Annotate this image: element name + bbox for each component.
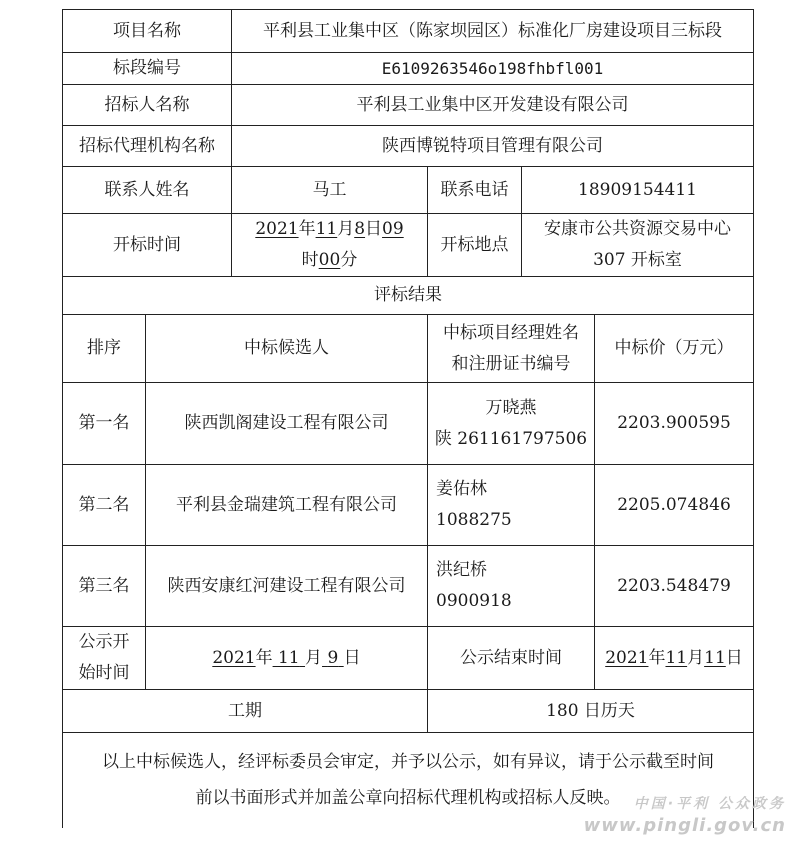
phone-label: 联系电话 [428,167,522,214]
contact-value: 马工 [232,167,428,214]
manager-name: 姜佑林 [436,479,487,499]
watermark-site-name: 中国·平利 公众政务 [633,796,786,812]
open-place-line2: 307 开标室 [593,250,682,270]
pub-end-day: 11 [704,647,726,668]
unit-year: 年 [298,219,316,239]
publicity-start-label-line1: 公示开 [78,632,130,652]
results-section-title: 评标结果 [63,277,754,315]
result-rank: 第一名 [63,383,146,465]
row-contact [63,167,754,214]
unit-day: 日 [365,219,383,239]
open-hour: 09 [382,219,404,239]
unit-month: 月 [687,647,705,668]
unit-year: 年 [648,647,666,668]
header-rank: 排序 [63,315,146,383]
result-manager [428,546,595,627]
project-name-label: 项目名称 [63,10,232,53]
notice-text [63,733,754,828]
project-name-value: 平利县工业集中区（陈家坝园区）标准化厂房建设项目三标段 [232,10,754,53]
phone-value: 18909154411 [522,167,754,214]
open-place-line1: 安康市公共资源交易中心 [544,219,731,239]
pub-end-year: 2021 [605,647,649,668]
pub-start-day-num: 9 [327,647,339,668]
manager-cert: 0900918 [436,591,512,611]
agency-label: 招标代理机构名称 [63,126,232,167]
pub-start-month-num: 11 [277,647,300,668]
open-time-value [232,214,428,277]
manager-name: 洪纪桥 [436,560,487,580]
result-price: 2205.074846 [595,465,754,546]
manager-name: 万晓燕 [485,397,537,418]
result-price: 2203.900595 [595,383,754,465]
unit-hour: 时 [301,250,319,270]
publicity-end-label: 公示结束时间 [428,627,595,690]
open-place-value [522,214,754,277]
agency-value: 陕西博锐特项目管理有限公司 [232,126,754,167]
header-price: 中标价（万元） [595,315,754,383]
result-manager [428,465,595,546]
header-manager-line2: 和注册证书编号 [451,353,571,374]
result-price: 2203.548479 [595,546,754,627]
unit-minute: 分 [340,250,358,270]
contact-label: 联系人姓名 [63,167,232,214]
open-place-label: 开标地点 [428,214,522,277]
header-manager [428,315,595,383]
pub-start-day [322,648,344,668]
section-code-label: 标段编号 [63,53,232,85]
row-opening [63,214,754,277]
unit-year: 年 [255,647,273,668]
open-month: 11 [315,219,338,239]
table-row [63,383,754,465]
open-day: 8 [354,219,366,239]
pub-end-month: 11 [665,647,688,668]
table-row [63,546,754,627]
unit-month: 月 [337,219,355,239]
row-agency [63,126,754,167]
publicity-start-label-line2: 始时间 [78,663,130,683]
result-candidate: 陕西凯阁建设工程有限公司 [146,383,428,465]
watermark-url: www.pingli.gov.cn [583,815,786,836]
unit-month: 月 [305,647,323,668]
row-section-code [63,53,754,85]
result-candidate: 平利县金瑞建筑工程有限公司 [146,465,428,546]
header-manager-line1: 中标项目经理姓名 [443,322,579,343]
result-manager [428,383,595,465]
result-candidate: 陕西安康红河建设工程有限公司 [146,546,428,627]
bid-result-table [62,9,754,828]
notice-line1: 以上中标候选人，经评标委员会审定，并予以公示，如有异议，请于公示截至时间 [102,752,714,773]
manager-cert: 陕 261161797506 [434,428,588,449]
publicity-start-label [63,627,146,690]
duration-value: 180 日历天 [428,690,754,733]
result-rank: 第三名 [63,546,146,627]
row-results-header [63,315,754,383]
row-tenderee [63,85,754,126]
unit-day: 日 [725,647,743,668]
row-project-name [63,10,754,53]
publicity-end-value [595,627,754,690]
row-results-title [63,277,754,315]
header-candidate: 中标候选人 [146,315,428,383]
open-time-label: 开标时间 [63,214,232,277]
pub-start-year: 2021 [212,647,256,668]
pub-start-month [273,648,305,668]
manager-cert: 1088275 [436,510,512,530]
row-publicity [63,627,754,690]
open-minute: 00 [318,250,341,270]
tenderee-value: 平利县工业集中区开发建设有限公司 [232,85,754,126]
duration-label: 工期 [63,690,428,733]
tenderee-label: 招标人名称 [63,85,232,126]
notice-line2: 前以书面形式并加盖公章向招标代理机构或招标人反映。 [195,788,621,809]
publicity-start-value [146,627,428,690]
row-duration [63,690,754,733]
section-code-value: E6109263546o198fhbfl001 [232,53,754,85]
row-note [63,733,754,828]
unit-day: 日 [343,647,361,668]
result-rank: 第二名 [63,465,146,546]
open-year: 2021 [255,219,299,239]
table-row [63,465,754,546]
